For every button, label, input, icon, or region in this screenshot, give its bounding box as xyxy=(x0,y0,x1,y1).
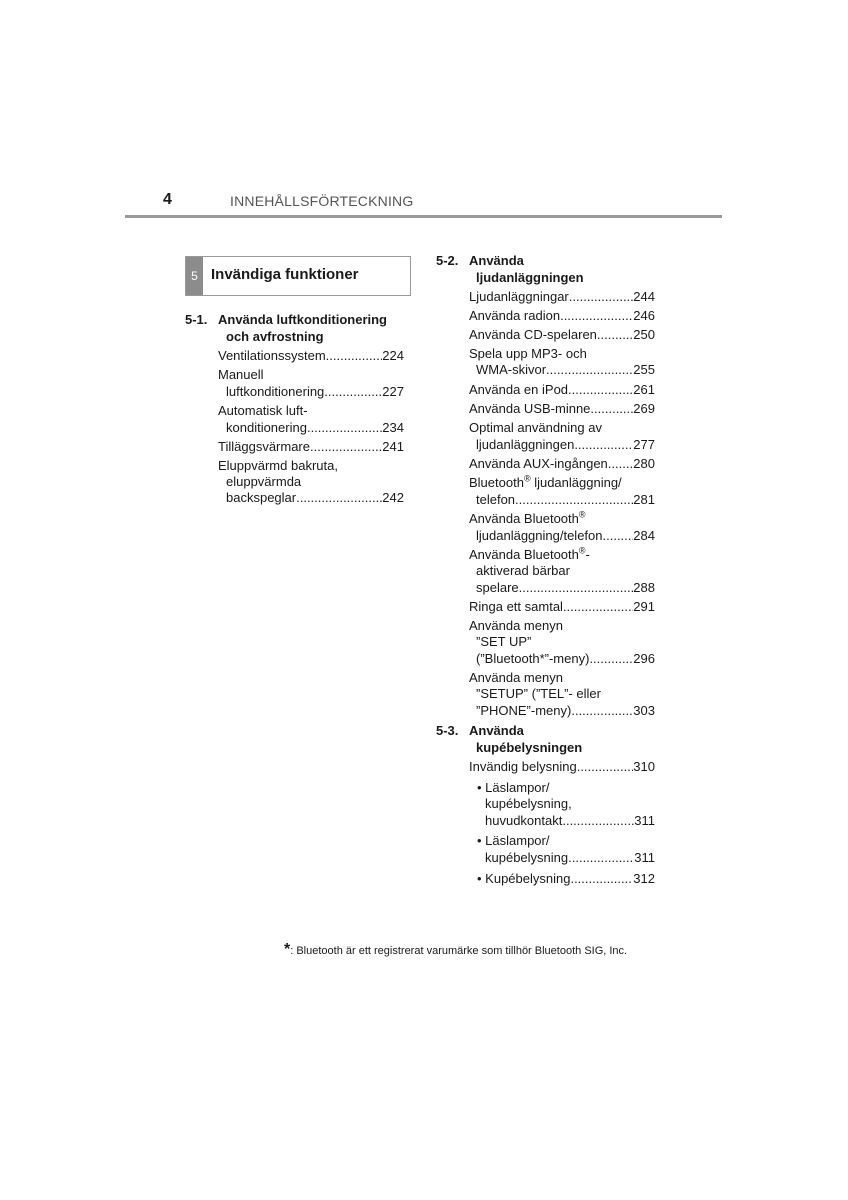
section-title: Använda xyxy=(469,723,524,738)
toc-entry[interactable] xyxy=(485,813,655,829)
leader-dots xyxy=(603,528,634,544)
toc-entry-page: 250 xyxy=(633,327,655,342)
toc-entry-title: telefon xyxy=(476,492,516,507)
leader-dots xyxy=(324,384,382,400)
toc-entry-title: Använda menyn xyxy=(469,618,563,633)
toc-entry-page: 224 xyxy=(382,348,404,363)
toc-entry-title: • Läslampor/ xyxy=(477,833,550,848)
toc-entry-title: Invändig belysning xyxy=(469,759,577,774)
toc-entry-page: 311 xyxy=(634,813,655,828)
toc-entry[interactable] xyxy=(476,492,655,508)
leader-dots xyxy=(568,850,634,866)
leader-dots xyxy=(597,327,633,343)
toc-entry-title: Automatisk luft- xyxy=(218,403,308,418)
toc-entry-title: Använda en iPod xyxy=(469,382,569,397)
toc-entry-page: 312 xyxy=(633,871,655,886)
toc-entry-page: 241 xyxy=(382,439,404,454)
toc-entry-title: Använda menyn xyxy=(469,670,563,685)
leader-dots xyxy=(562,813,634,829)
leader-dots xyxy=(519,580,634,596)
toc-entry-page: 310 xyxy=(633,759,655,774)
toc-entry[interactable] xyxy=(226,384,404,400)
footnote-marker: * xyxy=(284,941,291,958)
leader-dots xyxy=(560,308,633,324)
leader-dots xyxy=(589,651,633,667)
toc-entry-title: ”SETUP” (”TEL”- eller xyxy=(476,686,601,701)
page-number: 4 xyxy=(163,191,172,208)
toc-entry[interactable] xyxy=(226,420,404,436)
toc-entry[interactable] xyxy=(469,401,655,417)
leader-dots xyxy=(326,348,383,364)
toc-entry-title: kupébelysning xyxy=(485,850,569,865)
toc-entry-page: 288 xyxy=(633,580,655,595)
toc-entry-title: spelare xyxy=(476,580,519,595)
toc-entry-title: ”PHONE”-meny) xyxy=(476,703,572,718)
toc-entry-page: 244 xyxy=(633,289,655,304)
leader-dots xyxy=(546,362,633,378)
toc-entry-title: • Läslampor/ xyxy=(477,780,550,795)
leader-dots xyxy=(310,439,382,455)
toc-entry-title: (”Bluetooth*”-meny) xyxy=(476,651,590,666)
toc-entry-title: Använda radion xyxy=(469,308,561,323)
toc-entry-page: 296 xyxy=(633,651,655,666)
registered-mark: ® xyxy=(523,473,531,484)
registered-mark: ® xyxy=(578,545,586,556)
toc-entry-title: Använda CD-spelaren xyxy=(469,327,597,342)
leader-dots xyxy=(577,759,634,775)
toc-entry-page: 261 xyxy=(633,382,655,397)
toc-entry[interactable] xyxy=(477,871,655,887)
toc-entry[interactable] xyxy=(218,348,404,364)
leader-dots xyxy=(515,492,633,508)
toc-entry-title: Eluppvärmd bakruta, xyxy=(218,458,338,473)
section-title: Använda luftkonditionering xyxy=(218,312,387,327)
toc-entry-title: Använda Bluetooth® xyxy=(469,509,586,526)
registered-mark: ® xyxy=(578,509,586,520)
toc-entry-title: Ringa ett samtal xyxy=(469,599,563,614)
toc-entry[interactable] xyxy=(469,456,655,472)
leader-dots xyxy=(574,437,633,453)
footnote xyxy=(284,942,627,959)
chapter-title: Invändiga funktioner xyxy=(211,266,359,283)
toc-entry-title: huvudkontakt xyxy=(485,813,563,828)
toc-entry-title: luftkonditionering xyxy=(226,384,325,399)
toc-entry-page: 303 xyxy=(633,703,655,718)
toc-entry-page: 281 xyxy=(633,492,655,507)
toc-entry-title: Optimal användning av xyxy=(469,420,602,435)
toc-entry[interactable] xyxy=(469,327,655,343)
toc-entry[interactable] xyxy=(469,289,655,305)
toc-entry[interactable] xyxy=(476,362,655,378)
toc-entry-title: WMA-skivor xyxy=(476,362,547,377)
running-header-title: INNEHÅLLSFÖRTECKNING xyxy=(230,193,414,209)
chapter-heading-box xyxy=(185,256,411,296)
toc-entry-title: Använda Bluetooth®- xyxy=(469,545,590,562)
section-number: 5-2. xyxy=(436,253,459,268)
toc-entry[interactable] xyxy=(226,490,404,506)
leader-dots xyxy=(296,490,382,506)
toc-entry[interactable] xyxy=(476,528,655,544)
toc-entry[interactable] xyxy=(476,437,655,453)
toc-entry[interactable] xyxy=(469,599,655,615)
toc-entry-title: eluppvärmda xyxy=(226,474,302,489)
toc-entry-page: 311 xyxy=(634,850,655,865)
toc-entry-page: 280 xyxy=(633,456,655,471)
leader-dots xyxy=(307,420,382,436)
section-title-cont: ljudanläggningen xyxy=(476,270,584,285)
header-divider xyxy=(125,215,722,218)
leader-dots xyxy=(568,382,633,398)
toc-entry-page: 234 xyxy=(382,420,404,435)
leader-dots xyxy=(571,703,633,719)
section-title-cont: och avfrostning xyxy=(226,329,324,344)
chapter-number-tab: 5 xyxy=(186,257,203,295)
toc-entry[interactable] xyxy=(476,703,655,719)
section-title: Använda xyxy=(469,253,524,268)
toc-entry-title: konditionering xyxy=(226,420,307,435)
toc-entry-page: 269 xyxy=(633,401,655,416)
toc-entry[interactable] xyxy=(469,382,655,398)
toc-entry-page: 255 xyxy=(633,362,655,377)
toc-entry-page: 242 xyxy=(382,490,404,505)
leader-dots xyxy=(608,456,634,472)
toc-entry[interactable] xyxy=(469,759,655,775)
toc-entry-title: kupébelysning, xyxy=(485,796,572,811)
toc-entry-title: ”SET UP” xyxy=(476,634,532,649)
toc-entry-title: ljudanläggningen xyxy=(476,437,575,452)
toc-entry-title: Ventilationssystem xyxy=(218,348,326,363)
leader-dots xyxy=(569,289,634,305)
section-number: 5-1. xyxy=(185,312,208,327)
toc-entry-title: Manuell xyxy=(218,367,264,382)
toc-entry-title: Bluetooth® ljudanläggning/ xyxy=(469,473,622,490)
toc-entry-title: Använda USB-minne xyxy=(469,401,591,416)
toc-entry-title: ljudanläggning/telefon xyxy=(476,528,603,543)
section-number: 5-3. xyxy=(436,723,459,738)
toc-entry-title: • Kupébelysning xyxy=(477,871,571,886)
toc-entry[interactable] xyxy=(218,439,404,455)
toc-entry-page: 291 xyxy=(633,599,655,614)
leader-dots xyxy=(563,599,633,615)
toc-entry-title: backspeglar xyxy=(226,490,297,505)
toc-entry-page: 277 xyxy=(633,437,655,452)
toc-entry[interactable] xyxy=(485,850,655,866)
toc-entry-title: Tilläggsvärmare xyxy=(218,439,310,454)
leader-dots xyxy=(590,401,633,417)
toc-entry-page: 284 xyxy=(633,528,655,543)
toc-entry-title: Använda AUX-ingången xyxy=(469,456,608,471)
toc-entry[interactable] xyxy=(476,580,655,596)
toc-entry[interactable] xyxy=(476,651,655,667)
toc-entry-page: 227 xyxy=(382,384,404,399)
toc-entry[interactable] xyxy=(469,308,655,324)
section-title-cont: kupébelysningen xyxy=(476,740,583,755)
toc-entry-title: Ljudanläggningar xyxy=(469,289,569,304)
toc-entry-title: aktiverad bärbar xyxy=(476,563,570,578)
footnote-text: : Bluetooth är ett registrerat varumärke som tillhör Bluetooth SIG, Inc. xyxy=(290,945,628,957)
toc-entry-page: 246 xyxy=(633,308,655,323)
leader-dots xyxy=(570,871,633,887)
toc-entry-title: Spela upp MP3- och xyxy=(469,346,587,361)
